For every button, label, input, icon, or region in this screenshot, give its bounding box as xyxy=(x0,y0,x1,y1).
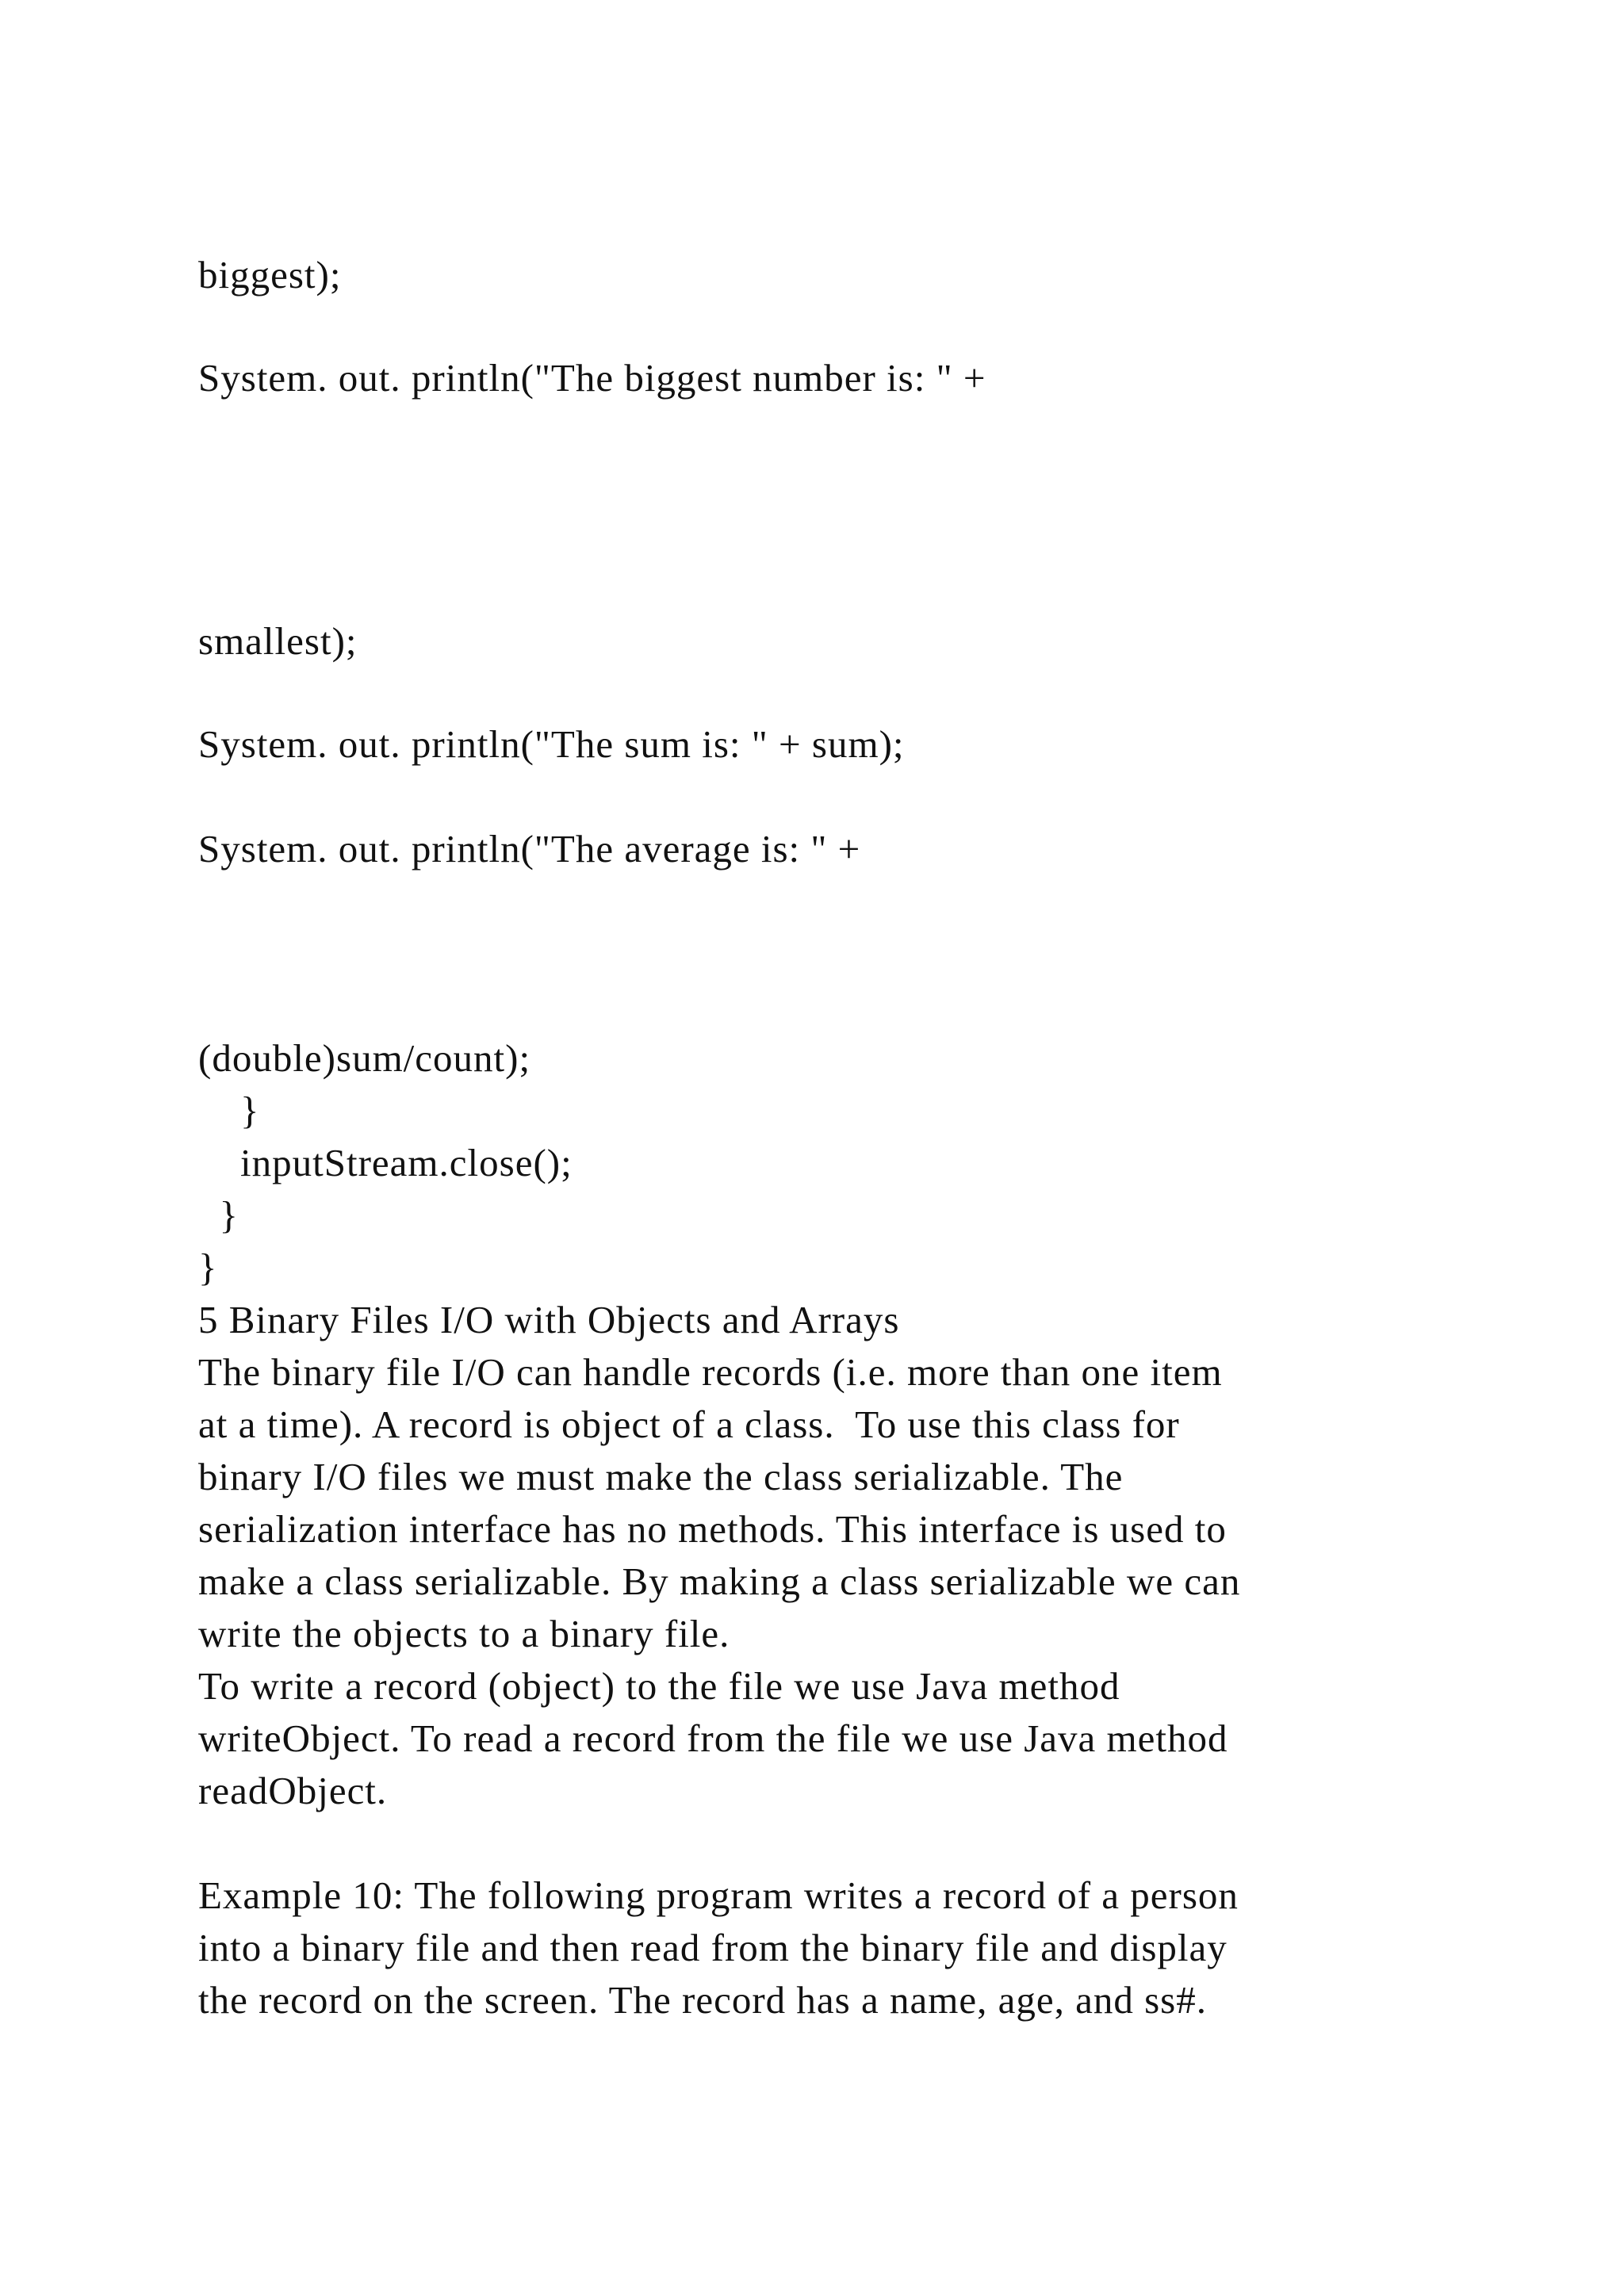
paragraph-line: at a time). A record is object of a class. To use this class for xyxy=(198,1402,1180,1446)
paragraph-line: readObject. xyxy=(198,1769,388,1812)
paragraph-line: make a class serializable. By making a class serializable we can xyxy=(198,1559,1241,1603)
code-line: smallest); xyxy=(198,619,358,663)
code-line: } xyxy=(198,1193,239,1237)
example-line: into a binary file and then read from the binary file and display xyxy=(198,1926,1228,1969)
paragraph-line: The binary file I/O can handle records (i.e. more than one item xyxy=(198,1350,1223,1394)
code-line: System. out. println("The sum is: " + sum); xyxy=(198,722,905,766)
paragraph-line: writeObject. To read a record from the file we use Java method xyxy=(198,1716,1228,1760)
code-line: } xyxy=(198,1089,260,1132)
code-line: System. out. println("The biggest number is: " + xyxy=(198,356,986,400)
code-line: System. out. println("The average is: " + xyxy=(198,827,861,871)
code-line: biggest); xyxy=(198,253,342,297)
code-line: } xyxy=(198,1246,218,1289)
example-line: the record on the screen. The record has a name, age, and ss#. xyxy=(198,1978,1207,2022)
paragraph-line: To write a record (object) to the file we use Java method xyxy=(198,1664,1120,1708)
section-heading: 5 Binary Files I/O with Objects and Arrays xyxy=(198,1298,900,1341)
code-line: (double)sum/count); xyxy=(198,1036,531,1080)
paragraph-line: binary I/O files we must make the class serializable. The xyxy=(198,1455,1124,1498)
example-line: Example 10: The following program writes a record of a person xyxy=(198,1873,1239,1917)
paragraph-line: serialization interface has no methods. This interface is used to xyxy=(198,1507,1227,1551)
paragraph-line: write the objects to a binary file. xyxy=(198,1612,730,1655)
code-line: inputStream.close(); xyxy=(198,1141,573,1184)
